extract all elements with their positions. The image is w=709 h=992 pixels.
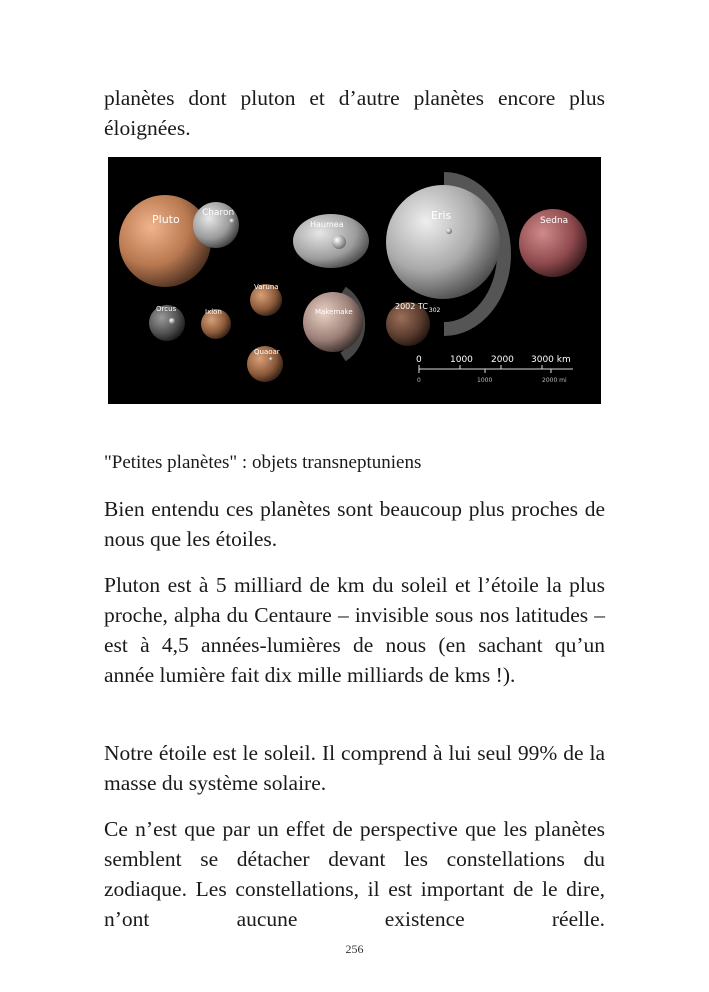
scale-mi-0: 0 bbox=[417, 377, 421, 384]
charon-moon bbox=[230, 219, 235, 224]
label-haumea: Haumea bbox=[310, 220, 344, 229]
scale-km-3000: 3000 km bbox=[531, 355, 571, 365]
paragraph-4: Ce n’est que par un effet de perspective que les planètes semblent se détacher devant les constellations du zodiaque. Les constellations, il est important de le dire, n’ont aucune existence réelle. bbox=[104, 817, 605, 931]
tno-comparison-figure bbox=[108, 157, 601, 404]
paragraph-continuation: planètes dont pluton et d’autre planètes encore plus éloignées. bbox=[104, 86, 605, 140]
pluto-body bbox=[119, 195, 211, 287]
tno-comparison-illustration bbox=[108, 157, 601, 404]
scale-mi-2000: 2000 mi bbox=[542, 377, 567, 384]
haumea-moon bbox=[332, 235, 346, 249]
paragraph-1: Bien entendu ces planètes sont beaucoup plus proches de nous que les étoiles. bbox=[104, 497, 605, 551]
scale-mi-1000: 1000 bbox=[477, 377, 493, 384]
label-sedna: Sedna bbox=[540, 216, 569, 226]
label-eris: Eris bbox=[431, 209, 452, 222]
label-tc302-subscript: 302 bbox=[428, 307, 441, 314]
makemake-body bbox=[303, 292, 363, 352]
label-charon: Charon bbox=[202, 208, 235, 218]
scale-km-1000: 1000 bbox=[450, 355, 473, 365]
label-orcus: Orcus bbox=[156, 305, 177, 313]
scale-km-2000: 2000 bbox=[491, 355, 514, 365]
label-tc302: 2002 $TC_{302}$ bbox=[395, 302, 441, 314]
label-ixion: Ixion bbox=[205, 308, 222, 316]
scale-km-0: 0 bbox=[416, 355, 422, 365]
label-quaoar: Quaoar bbox=[254, 348, 280, 356]
paragraph-3: Notre étoile est le soleil. Il comprend à lui seul 99% de la masse du système solaire. bbox=[104, 741, 605, 795]
orcus-moon bbox=[169, 318, 175, 324]
page-number: 256 bbox=[345, 942, 364, 956]
label-pluto: Pluto bbox=[152, 213, 180, 226]
label-makemake: Makemake bbox=[315, 308, 353, 316]
quaoar-moon bbox=[269, 357, 273, 361]
label-varuna: Varuna bbox=[254, 283, 279, 291]
figure-caption: "Petites planètes" : objets transneptuniens bbox=[104, 452, 422, 473]
eris-moon bbox=[446, 228, 452, 234]
eris-body bbox=[386, 185, 500, 299]
paragraph-2: Pluton est à 5 milliard de km du soleil et l’étoile la plus proche, alpha du Centaure – invisible sous nos latitudes – est à 4,5 années-lumières de nous (en sachant qu’un année lumière fait dix mille milliards de kms !). bbox=[104, 573, 605, 687]
